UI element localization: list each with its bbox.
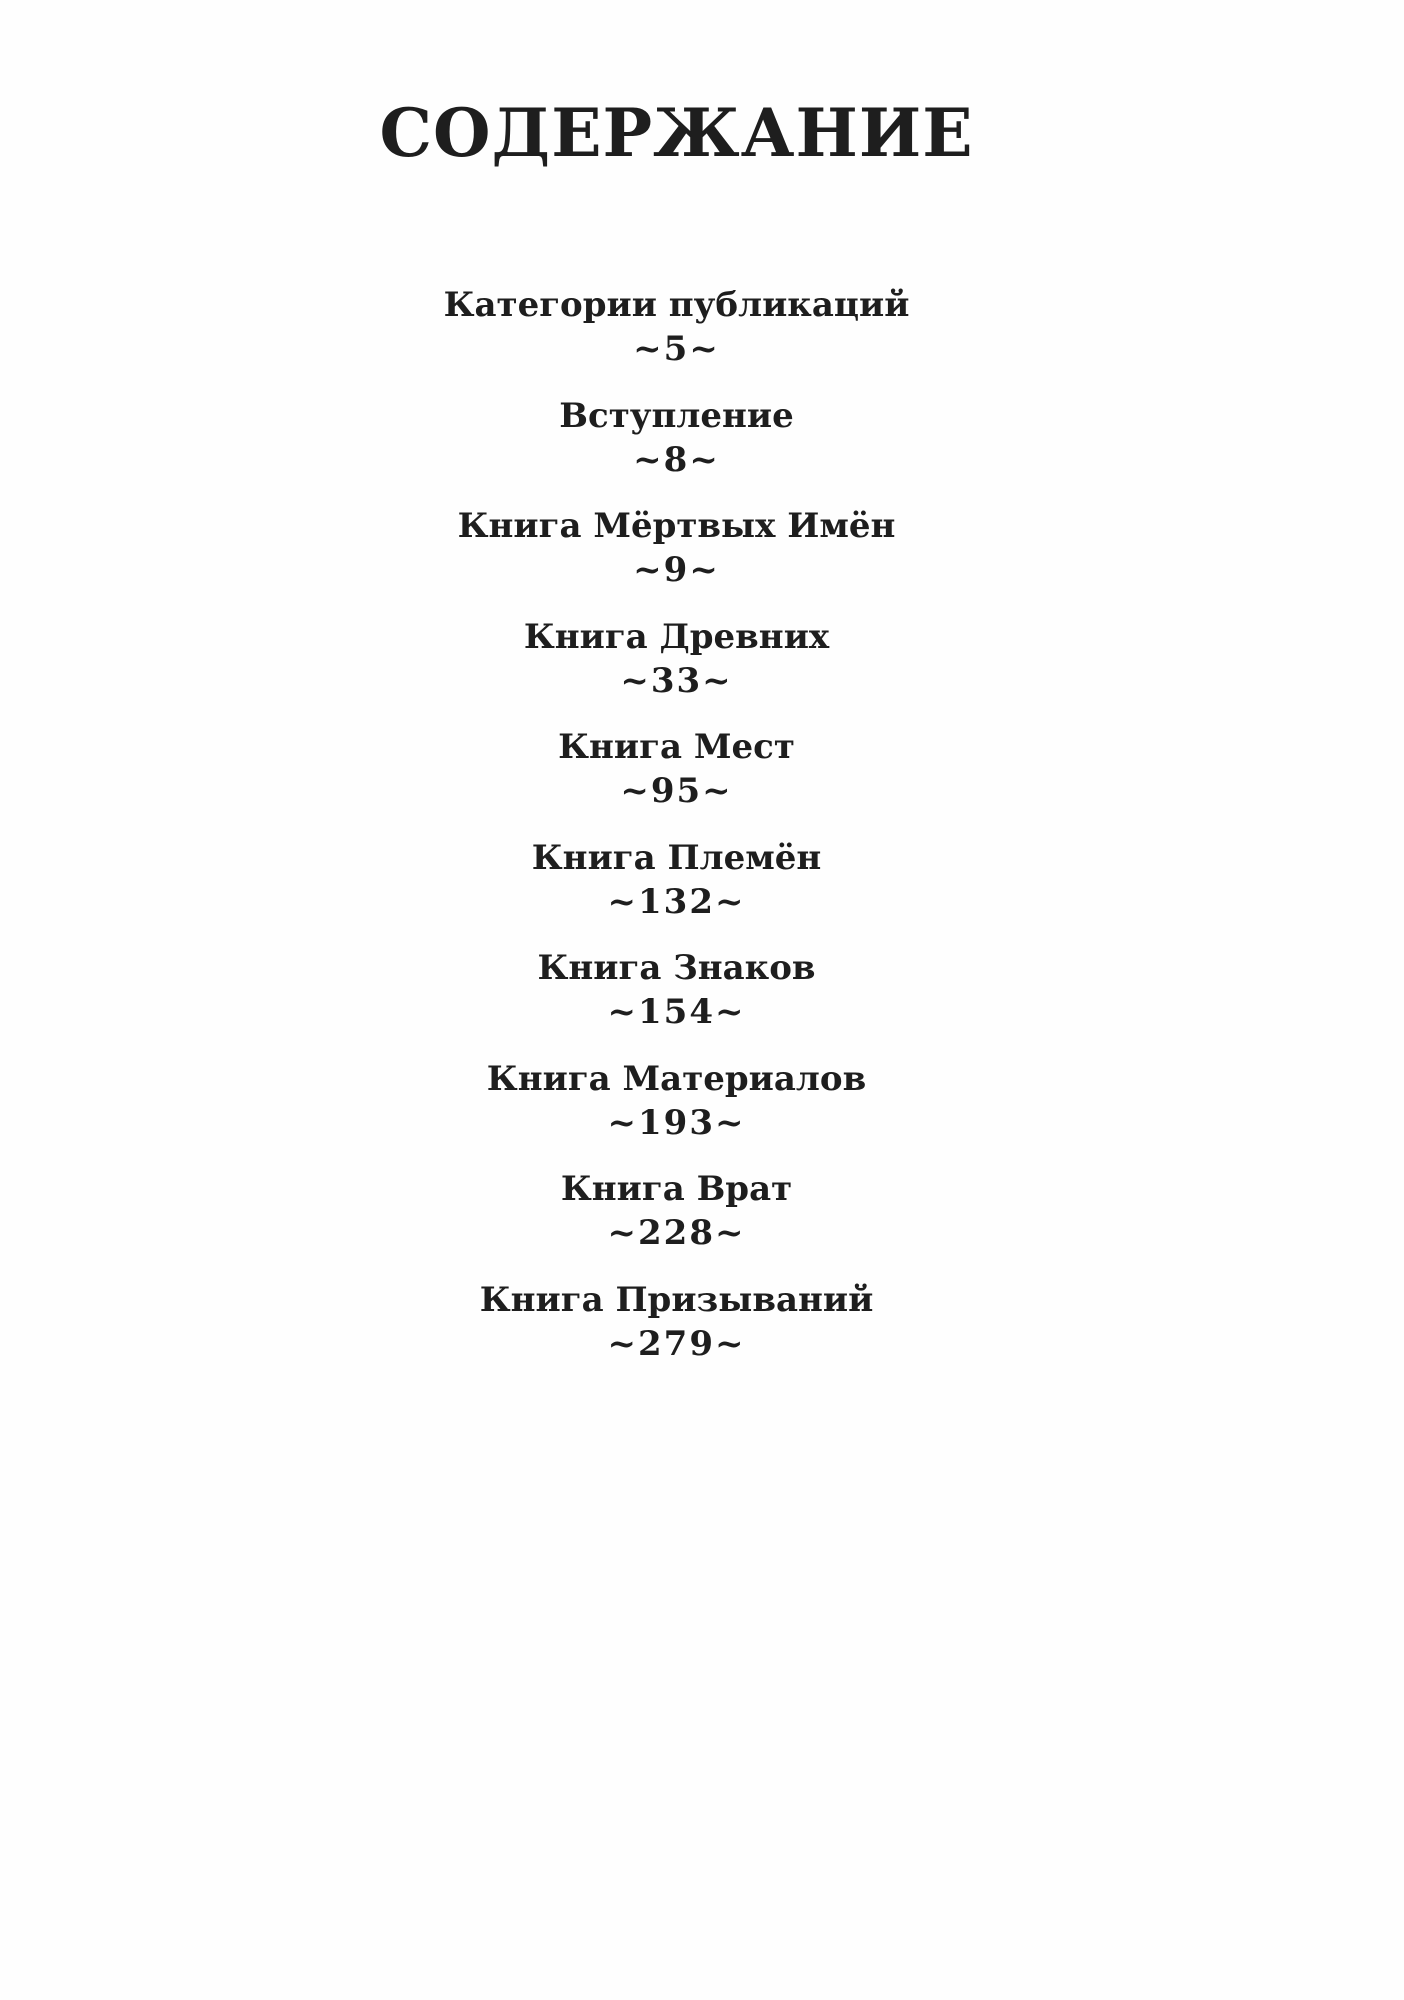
toc-entry-page-number: ~33~ [620, 660, 733, 701]
toc-entry [0, 504, 1353, 615]
table-of-contents [0, 283, 1353, 1388]
toc-entry [0, 836, 1353, 947]
toc-entry-page-number: ~8~ [633, 439, 720, 480]
toc-entry-page-number: ~132~ [607, 881, 746, 922]
toc-entry-title: Книга Мест [558, 727, 795, 767]
toc-entry-title: Книга Мёртвых Имён [457, 506, 896, 546]
toc-entry [0, 946, 1353, 1057]
toc-entry-title: Книга Знаков [537, 948, 816, 988]
toc-entry-title: Книга Племён [531, 837, 822, 878]
toc-entry-title: Категории публикаций [443, 285, 910, 325]
toc-entry [0, 725, 1353, 836]
toc-entry [0, 615, 1353, 726]
toc-entry-page-number: ~228~ [607, 1213, 746, 1253]
toc-entry-page-number: ~193~ [607, 1102, 746, 1143]
toc-entry [0, 1278, 1353, 1389]
toc-entry-title: Книга Врат [560, 1169, 793, 1209]
toc-entry-page-number: ~95~ [620, 771, 733, 811]
toc-entry-title: Вступление [559, 395, 794, 436]
toc-entry-page-number: ~9~ [633, 550, 720, 590]
toc-entry [0, 1167, 1353, 1278]
page-title: СОДЕРЖАНИЕ [379, 94, 974, 172]
toc-entry-page-number: ~5~ [633, 329, 720, 369]
toc-entry-title: Книга Материалов [486, 1058, 867, 1099]
toc-entry-title: Книга Призываний [479, 1279, 874, 1320]
toc-entry-page-number: ~154~ [607, 992, 746, 1032]
toc-entry [0, 394, 1353, 505]
toc-entry-title: Книга Древних [523, 616, 830, 657]
toc-entry [0, 1057, 1353, 1168]
toc-entry [0, 283, 1353, 394]
toc-entry-page-number: ~279~ [607, 1323, 746, 1364]
